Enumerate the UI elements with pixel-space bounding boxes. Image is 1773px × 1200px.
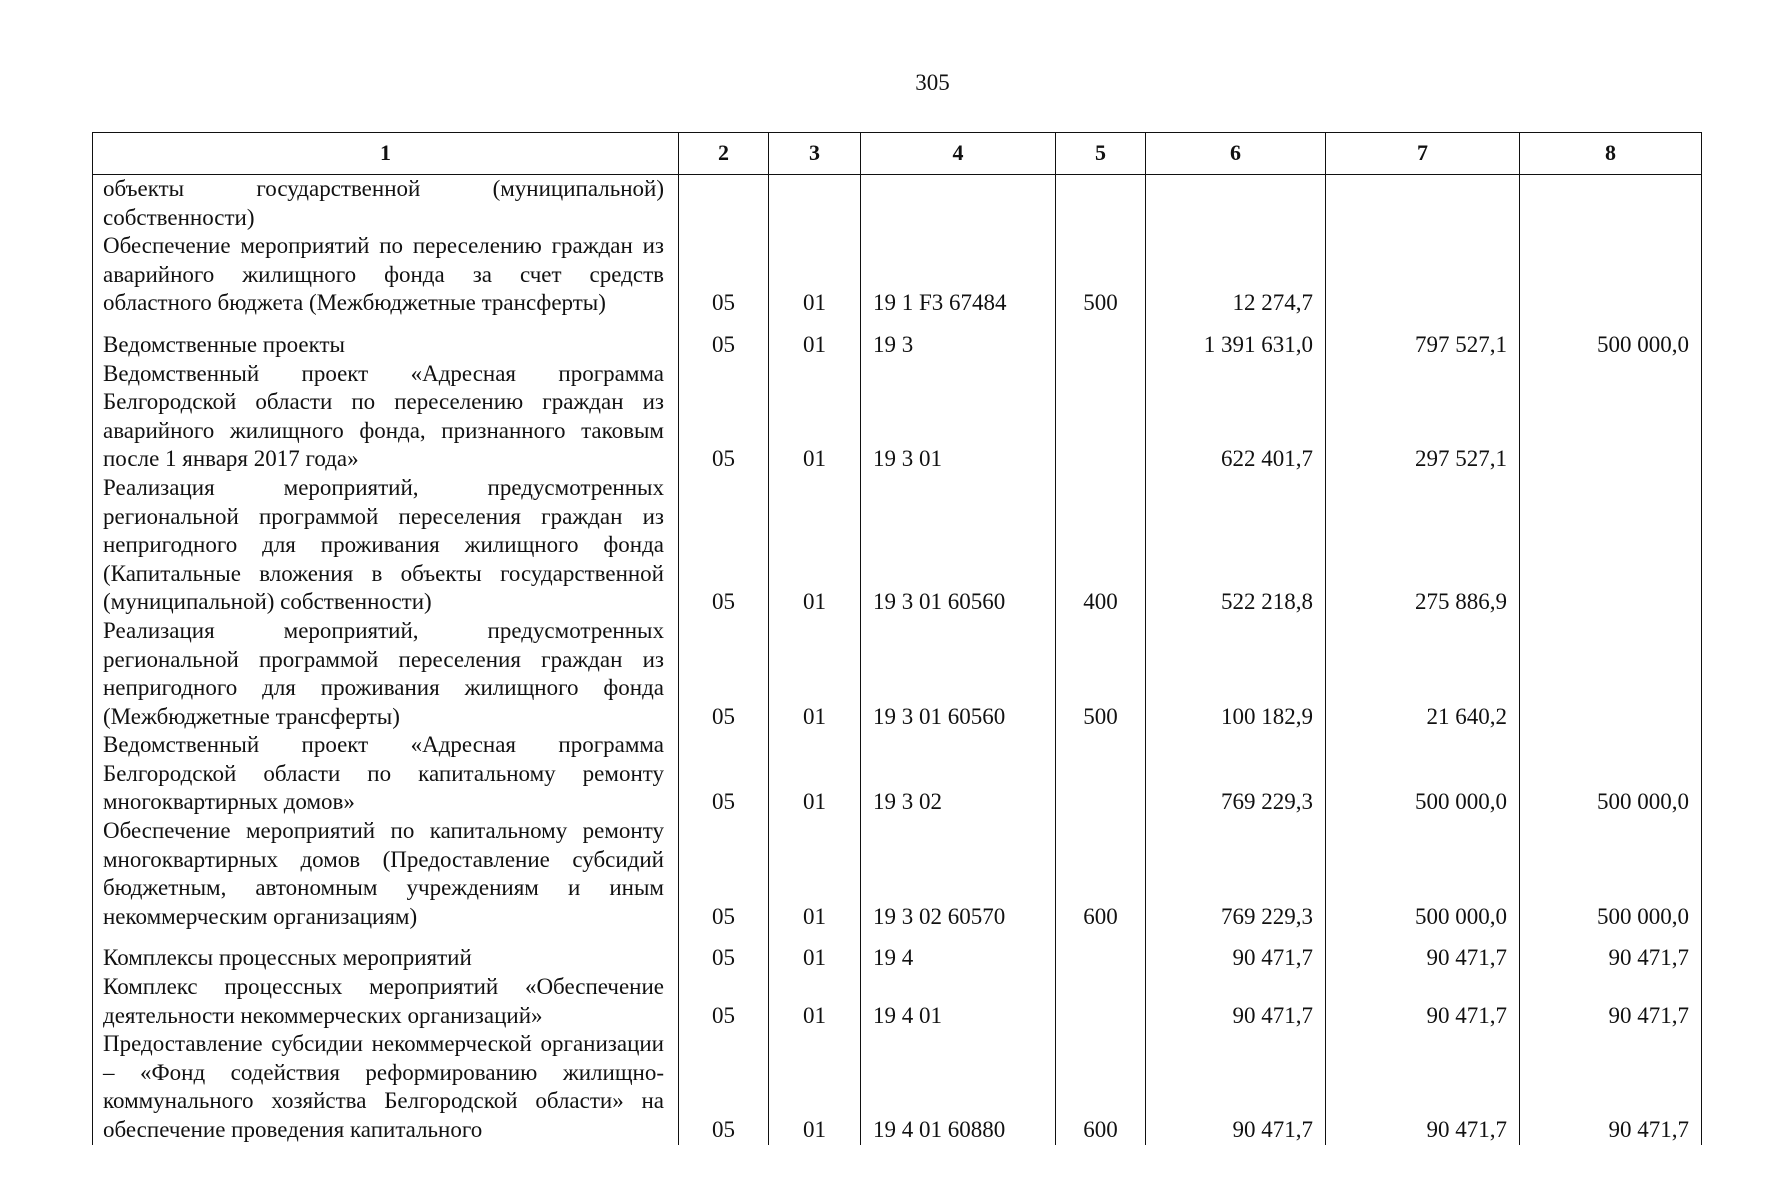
table-row bbox=[93, 232, 1702, 318]
cell-target-article: 19 3 02 60570 bbox=[861, 817, 1056, 931]
row-description: Ведомственные проекты bbox=[93, 318, 679, 360]
column-header-1: 1 bbox=[93, 133, 679, 175]
budget-table bbox=[92, 132, 1702, 1145]
cell-section: 05 bbox=[679, 731, 769, 817]
column-header-8: 8 bbox=[1520, 133, 1702, 175]
cell-amount-7: 90 471,7 bbox=[1326, 931, 1520, 973]
cell-amount-6: 90 471,7 bbox=[1146, 973, 1326, 1030]
cell-amount-8 bbox=[1520, 617, 1702, 731]
cell-subsection: 01 bbox=[769, 731, 861, 817]
cell-amount-7: 275 886,9 bbox=[1326, 474, 1520, 617]
cell-section: 05 bbox=[679, 1030, 769, 1144]
cell-section: 05 bbox=[679, 617, 769, 731]
cell-subsection: 01 bbox=[769, 474, 861, 617]
row-description: Реализация мероприятий, предусмотренных региональной программой переселения граждан из непригодного для проживания жилищного фонда (Капитальные вложения в объекты государственной (муниципальной) собственности) bbox=[93, 474, 679, 617]
cell-amount-8: 500 000,0 bbox=[1520, 817, 1702, 931]
cell-amount-6: 12 274,7 bbox=[1146, 232, 1326, 318]
cell-section bbox=[679, 175, 769, 233]
cell-amount-6: 522 218,8 bbox=[1146, 474, 1326, 617]
cell-target-article: 19 3 01 bbox=[861, 360, 1056, 474]
cell-section: 05 bbox=[679, 474, 769, 617]
cell-section: 05 bbox=[679, 318, 769, 360]
cell-subsection: 01 bbox=[769, 973, 861, 1030]
table-row bbox=[93, 360, 1702, 474]
cell-target-article: 19 3 02 bbox=[861, 731, 1056, 817]
cell-expense-type bbox=[1056, 973, 1146, 1030]
cell-target-article: 19 3 01 60560 bbox=[861, 617, 1056, 731]
cell-amount-8: 90 471,7 bbox=[1520, 973, 1702, 1030]
cell-amount-7: 90 471,7 bbox=[1326, 973, 1520, 1030]
cell-amount-8 bbox=[1520, 175, 1702, 233]
cell-expense-type bbox=[1056, 318, 1146, 360]
cell-section: 05 bbox=[679, 973, 769, 1030]
cell-amount-6: 769 229,3 bbox=[1146, 817, 1326, 931]
cell-target-article: 19 3 bbox=[861, 318, 1056, 360]
table-row bbox=[93, 175, 1702, 233]
column-header-3: 3 bbox=[769, 133, 861, 175]
cell-amount-6: 769 229,3 bbox=[1146, 731, 1326, 817]
cell-expense-type bbox=[1056, 175, 1146, 233]
cell-amount-8 bbox=[1520, 232, 1702, 318]
cell-target-article: 19 4 01 bbox=[861, 973, 1056, 1030]
cell-amount-7: 21 640,2 bbox=[1326, 617, 1520, 731]
cell-amount-8: 500 000,0 bbox=[1520, 731, 1702, 817]
row-description: Реализация мероприятий, предусмотренных региональной программой переселения граждан из непригодного для проживания жилищного фонда (Межбюджетные трансферты) bbox=[93, 617, 679, 731]
cell-expense-type bbox=[1056, 360, 1146, 474]
table-row bbox=[93, 1030, 1702, 1144]
cell-amount-6: 100 182,9 bbox=[1146, 617, 1326, 731]
cell-section: 05 bbox=[679, 232, 769, 318]
cell-amount-7 bbox=[1326, 232, 1520, 318]
row-description: Ведомственный проект «Адресная программа Белгородской области по капитальному ремонту многоквартирных домов» bbox=[93, 731, 679, 817]
page-number: 305 bbox=[915, 70, 950, 95]
cell-amount-7 bbox=[1326, 175, 1520, 233]
cell-amount-6 bbox=[1146, 175, 1326, 233]
column-header-7: 7 bbox=[1326, 133, 1520, 175]
row-description: объекты государственной (муниципальной) собственности) bbox=[93, 175, 679, 233]
cell-expense-type: 400 bbox=[1056, 474, 1146, 617]
cell-expense-type: 600 bbox=[1056, 817, 1146, 931]
row-description: Ведомственный проект «Адресная программа Белгородской области по переселению граждан из аварийного жилищного фонда, признанного таковым после 1 января 2017 года» bbox=[93, 360, 679, 474]
table-row bbox=[93, 973, 1702, 1030]
cell-expense-type: 600 bbox=[1056, 1030, 1146, 1144]
table-body bbox=[93, 175, 1702, 1145]
table-row bbox=[93, 318, 1702, 360]
cell-amount-7: 500 000,0 bbox=[1326, 817, 1520, 931]
cell-subsection: 01 bbox=[769, 360, 861, 474]
column-header-2: 2 bbox=[679, 133, 769, 175]
cell-target-article: 19 1 F3 67484 bbox=[861, 232, 1056, 318]
cell-amount-8: 500 000,0 bbox=[1520, 318, 1702, 360]
cell-amount-6: 1 391 631,0 bbox=[1146, 318, 1326, 360]
cell-expense-type: 500 bbox=[1056, 232, 1146, 318]
cell-subsection: 01 bbox=[769, 931, 861, 973]
column-header-4: 4 bbox=[861, 133, 1056, 175]
cell-amount-7: 500 000,0 bbox=[1326, 731, 1520, 817]
row-description: Обеспечение мероприятий по капитальному ремонту многоквартирных домов (Предоставление субсидий бюджетным, автономным учреждениям и иным некоммерческим организациям) bbox=[93, 817, 679, 931]
cell-subsection bbox=[769, 175, 861, 233]
cell-section: 05 bbox=[679, 931, 769, 973]
cell-amount-7: 90 471,7 bbox=[1326, 1030, 1520, 1144]
cell-subsection: 01 bbox=[769, 817, 861, 931]
cell-target-article bbox=[861, 175, 1056, 233]
column-header-6: 6 bbox=[1146, 133, 1326, 175]
cell-subsection: 01 bbox=[769, 232, 861, 318]
row-description: Обеспечение мероприятий по переселению граждан из аварийного жилищного фонда за счет средств областного бюджета (Межбюджетные трансферты) bbox=[93, 232, 679, 318]
cell-amount-6: 90 471,7 bbox=[1146, 931, 1326, 973]
cell-target-article: 19 4 bbox=[861, 931, 1056, 973]
cell-expense-type bbox=[1056, 931, 1146, 973]
row-description: Комплекс процессных мероприятий «Обеспечение деятельности некоммерческих организаций» bbox=[93, 973, 679, 1030]
cell-expense-type: 500 bbox=[1056, 617, 1146, 731]
cell-subsection: 01 bbox=[769, 318, 861, 360]
cell-subsection: 01 bbox=[769, 1030, 861, 1144]
table-header bbox=[93, 133, 1702, 175]
row-description: Предоставление субсидии некоммерческой организации – «Фонд содействия реформированию жилищно-коммунального хозяйства Белгородской области» на обеспечение проведения капитального bbox=[93, 1030, 679, 1144]
cell-target-article: 19 4 01 60880 bbox=[861, 1030, 1056, 1144]
cell-amount-8 bbox=[1520, 360, 1702, 474]
cell-amount-7: 797 527,1 bbox=[1326, 318, 1520, 360]
table-row bbox=[93, 617, 1702, 731]
header-row bbox=[93, 133, 1702, 175]
table-row bbox=[93, 474, 1702, 617]
cell-amount-6: 622 401,7 bbox=[1146, 360, 1326, 474]
cell-section: 05 bbox=[679, 817, 769, 931]
cell-amount-7: 297 527,1 bbox=[1326, 360, 1520, 474]
cell-amount-8: 90 471,7 bbox=[1520, 931, 1702, 973]
row-description: Комплексы процессных мероприятий bbox=[93, 931, 679, 973]
cell-expense-type bbox=[1056, 731, 1146, 817]
cell-subsection: 01 bbox=[769, 617, 861, 731]
table-row bbox=[93, 731, 1702, 817]
cell-section: 05 bbox=[679, 360, 769, 474]
cell-amount-8 bbox=[1520, 474, 1702, 617]
table-row bbox=[93, 817, 1702, 931]
table-row bbox=[93, 931, 1702, 973]
cell-target-article: 19 3 01 60560 bbox=[861, 474, 1056, 617]
column-header-5: 5 bbox=[1056, 133, 1146, 175]
cell-amount-8: 90 471,7 bbox=[1520, 1030, 1702, 1144]
cell-amount-6: 90 471,7 bbox=[1146, 1030, 1326, 1144]
